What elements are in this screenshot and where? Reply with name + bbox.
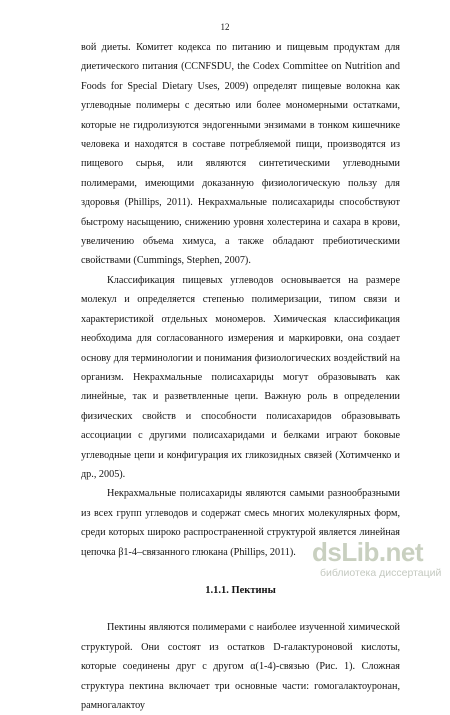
watermark — [312, 537, 450, 582]
paragraph-2: Классификация пищевых углеводов основывается на размере молекул и определяется степенью полимеризации, типом связи и характеристикой отдельных мономеров. Химическая классификация необходима для согласованного измерения и маркировки, она создает основу для терминологии и понимания физиологических воздействий на организм. Некрахмальные полисахариды могут образовывать как линейные, так и разветвленные цепи. Важную роль в определении физических свойств и способности полисахаридов образовывать ассоциации с другими полисахаридами и белками играют боковые углеводные цепи и конфигурация их гликозидных связей (Хотимченко и др., 2005). — [81, 274, 400, 480]
watermark-logo: dsLib.net — [312, 537, 424, 567]
paragraph-3: Некрахмальные полисахариды являются самыми разнообразными из всех групп углеводов и содержат смесь многих молекулярных форм, среди которых широко распространенной структурой является линейная цепочка β1-4–связанного глюкана (Phillips, 2011). — [81, 488, 400, 558]
document-body — [81, 38, 400, 715]
paragraph-4: Пектины являются полимерами с наиболее изученной химической структурой. Они состоят из остатков D-галактуроновой кислоты, которые соединены друг с другом α(1-4)-связью (Рис. 1). Сложная структура пектина включает три основные части: гомогалактоуронан, рамногалактоу — [81, 622, 400, 711]
page-number: 12 — [220, 22, 230, 32]
watermark-subtitle: библиотека диссертаций — [320, 567, 442, 579]
paragraph-1: вой диеты. Комитет кодекса по питанию и пищевым продуктам для диетического питания (CCNFSDU, the Codex Committee on Nutrition and Foods for Special Dietary Uses, 2009) определят пищевые волокна как углеводные полимеры с десятью или более мономерными остатками, которые не гидролизуются эндогенными энзимами в тонком кишечнике человека и находятся в составе потребляемой пищи, производятся из пищевого сырья, или являются синтетическими углеводными полимерами, имеющими доказанную физиологическую пользу для здоровья (Phillips, 2011). Некрахмальные полисахариды способствуют быстрому насыщению, снижению уровня холестерина и сахара в крови, увеличению объема химуса, а также обладают пребиотическими свойствами (Cummings, Stephen, 2007). — [81, 42, 400, 267]
section-heading: 1.1.1. Пектины — [205, 584, 276, 596]
